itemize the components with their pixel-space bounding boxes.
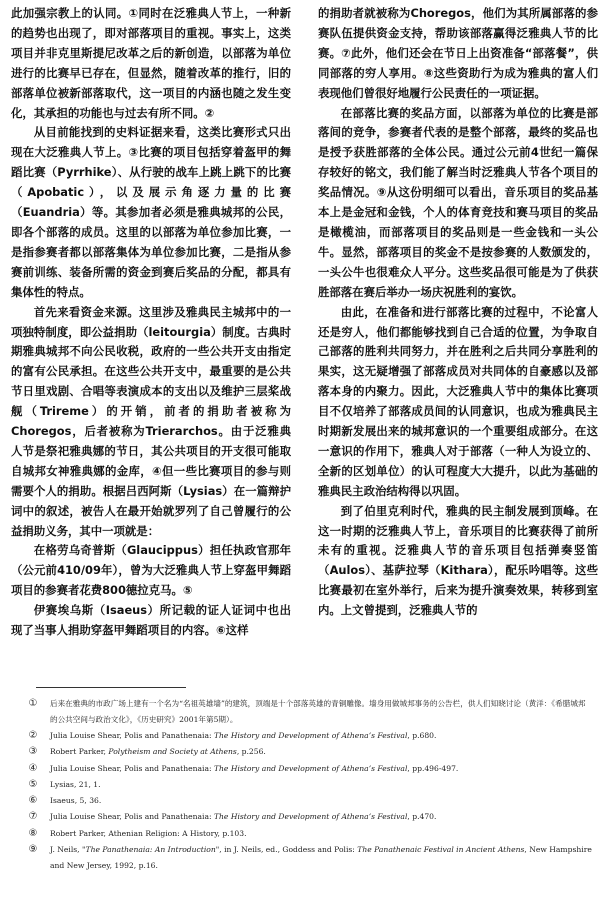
footnote-number: ⑥: [28, 795, 38, 807]
citation-book-title: The Panathenaic Festival in Ancient Athens: [357, 845, 525, 855]
footnote: [26, 793, 592, 809]
citation-pages: , p.680.: [407, 731, 437, 740]
footnote-text: Isaeus, 5, 36.: [50, 796, 102, 806]
footnotes: [26, 696, 592, 874]
citation-author: Julia Louise Shear, Polis and Panathenaia:: [50, 731, 214, 740]
right-column: [318, 4, 598, 621]
paragraph: 从目前能找到的史料证据来看，这类比赛形式只出现在大泛雅典人节上。③比赛的项目包括穿着盔甲的舞蹈比赛（Pyrrhike）、从行驶的战车上跳上跳下的比赛（Apobatic），以及展示角逐力量的比赛（Euandria）等。其参加者必须是雅典城邦的公民，即各个部落的成员。这里的以部落为单位参加比赛，一是指参赛者都以部落集体为单位参加比赛，二是指从参赛前训练、装备所需的资金到赛后奖品的分配，都具有集体性的特点。: [11, 125, 291, 299]
footnote-text: [50, 744, 592, 760]
citation-author: Julia Louise Shear, Polis and Panathenaia:: [50, 763, 214, 773]
footnote: [26, 809, 592, 825]
citation-author: Julia Louise Shear, Polis and Panathenaia:: [50, 812, 214, 822]
citation-author: Robert Parker,: [50, 747, 109, 757]
footnote: [26, 728, 592, 744]
footnote-text: [50, 761, 592, 777]
paragraph: 的捐助者就被称为Choregos，他们为其所属部落的参赛队伍提供资金支持，帮助该部落赢得泛雅典人节的比赛。⑦此外，他们还会在节日上出资准备“部落餐”，供同部落的穷人享用。⑧这些资助行为成为雅典的富人们表现他们曾很好地履行公民责任的一项证据。: [318, 6, 598, 100]
footnote-number: ⑤: [28, 778, 38, 790]
footnote: [26, 842, 592, 874]
paragraph: 在部落比赛的奖品方面，以部落为单位的比赛是部落间的竞争，参赛者代表的是整个部落，最终的奖品也是授予获胜部落的全体公民。通过公元前4世纪一篇保存较好的铭文，我们能了解当时泛雅典人节各个项目的奖品情况。⑨从这份明细可以看出，音乐项目的奖品基本上是金冠和金钱，个人的体育竞技和赛马项目的奖品是橄榄油，而部落项目的奖品则是一些金钱和一头公牛。显然，部落项目的奖金不是按参赛的人数颁发的，一头公牛也很难众人平分。这些奖品很可能是为了供获胜部落在赛后举办一场庆祝胜利的宴饮。: [318, 105, 598, 299]
paragraph: 此加强宗教上的认同。①同时在泛雅典人节上，一种新的趋势也出现了，即对部落项目的重视。事实上，这类项目并非克里斯提尼改革之后的新创造，以部落为单位进行的比赛早已存在，但显然，随着改革的推行，旧的部落单位被新部落取代，这一项目的内涵也随之发生变化，其承担的功能也与过去有所不同。②: [11, 6, 291, 120]
footnote-text: Lysias, 21, 1.: [50, 779, 101, 789]
paragraph: 由此，在准备和进行部落比赛的过程中，不论富人还是穷人，他们都能够找到自己合适的位置，为争取自己部落的胜利共同努力，并在胜利之后共同分享胜利的果实，这无疑增强了部落成员对共同体的自豪感以及部落本身的内聚力。因此，大泛雅典人节中的集体比赛项目不仅培养了部落成员间的认同意识，也成为雅典民主时期新发展出来的城邦意识的一个重要组成部分。在这一意识的作用下，雅典人对于部落（一种人为设立的、全新的区划单位）的认可程度大大提升，以此为基础的雅典民主政治结构得以巩固。: [318, 304, 598, 498]
footnote-number: ①: [28, 698, 38, 709]
citation-title: Polytheism and Society at Athens: [108, 747, 237, 757]
footnote-text: [50, 842, 592, 874]
footnote-text: [50, 728, 592, 744]
citation-pages: , p.256.: [236, 747, 266, 757]
footnote: [26, 744, 592, 760]
footnote-number: ⑦: [28, 811, 38, 823]
footnote-number: ③: [28, 746, 38, 758]
footnote: [26, 761, 592, 777]
paragraph: 到了伯里克利时代，雅典的民主制发展到顶峰。在这一时期的泛雅典人节上，音乐项目的比赛获得了前所未有的重视。泛雅典人节的音乐项目包括弹奏竖笛（Aulos）、基萨拉琴（Kithara），配乐吟唱等。这些比赛最初在室外举行，后来为提升演奏效果，转移到室内。上文曾提到，泛雅典人节的: [318, 503, 598, 618]
citation-title: The History and Development of Athena’s Festival: [213, 731, 408, 740]
paragraph: 伊赛埃乌斯（Isaeus）所记载的证人证词中也出现了当事人捐助穿盔甲舞蹈项目的内容。⑥这样: [11, 603, 291, 638]
citation-pages: , pp.496-497.: [407, 763, 459, 773]
left-column: [11, 4, 291, 641]
footnote-text: Robert Parker, Athenian Religion: A History, p.103.: [50, 828, 247, 838]
citation-source: ", in J. Neils, ed., Goddess and Polis:: [215, 845, 358, 855]
footnote-number: ⑨: [28, 844, 38, 856]
block-quote: 在格劳乌奇普斯（Glaucippus）担任执政官那年（公元前410/09年），曾为大泛雅典人节上穿盔甲舞蹈项目的参赛者花费800德拉克马。⑤: [11, 543, 291, 598]
footnote: [26, 696, 592, 728]
footnote-number: ⑧: [28, 827, 38, 839]
citation-title: The History and Development of Athena’s Festival: [213, 812, 408, 822]
footnote-text: 后来在雅典的市政广场上建有一个名为“名祖英雄墙”的建筑，顶端是十个部落英雄的青铜雕像。墙身用做城邦事务的公告栏，供人们知晓讨论（黄洋：《希腊城邦的公共空间与政治文化》，《历史研究》2001年第5期）。: [50, 699, 586, 724]
footnote-text: [50, 809, 592, 825]
footnote: [26, 777, 592, 793]
citation-title: The History and Development of Athena’s Festival: [213, 763, 408, 773]
citation-title: The Panathenaia: An Introduction: [85, 845, 216, 855]
citation-pages: , New Hampshire and New Jersey, 1992, p.16.: [50, 845, 592, 871]
footnote-divider: [36, 687, 186, 688]
citation-pages: , p.470.: [407, 812, 437, 822]
footnote-number: ②: [28, 730, 38, 741]
footnote: [26, 826, 592, 842]
citation-author: J. Neils, ": [50, 845, 86, 855]
footnote-number: ④: [28, 762, 38, 774]
paragraph: 首先来看资金来源。这里涉及雅典民主城邦中的一项独特制度，即公益捐助（leitourgia）制度。古典时期雅典城邦不向公民收税，政府的一些公共开支由指定的富有公民承担。在这些公共开支中，最重要的是公共节日里戏剧、合唱等表演成本的支出以及维护三层桨战舰（Trireme）的开销，前者的捐助者被称为Choregos，后者被称为Trierarchos。由于泛雅典人节是祭祀雅典娜的节日，其公共项目的开支很可能取自城邦女神雅典娜的金库，④但一些比赛项目的参与则需要个人的捐助。根据吕西阿斯（Lysias）在一篇辩护词中的叙述，被告人在最开始就罗列了自己曾履行的公益捐助义务，其中一项就是：: [11, 304, 291, 538]
